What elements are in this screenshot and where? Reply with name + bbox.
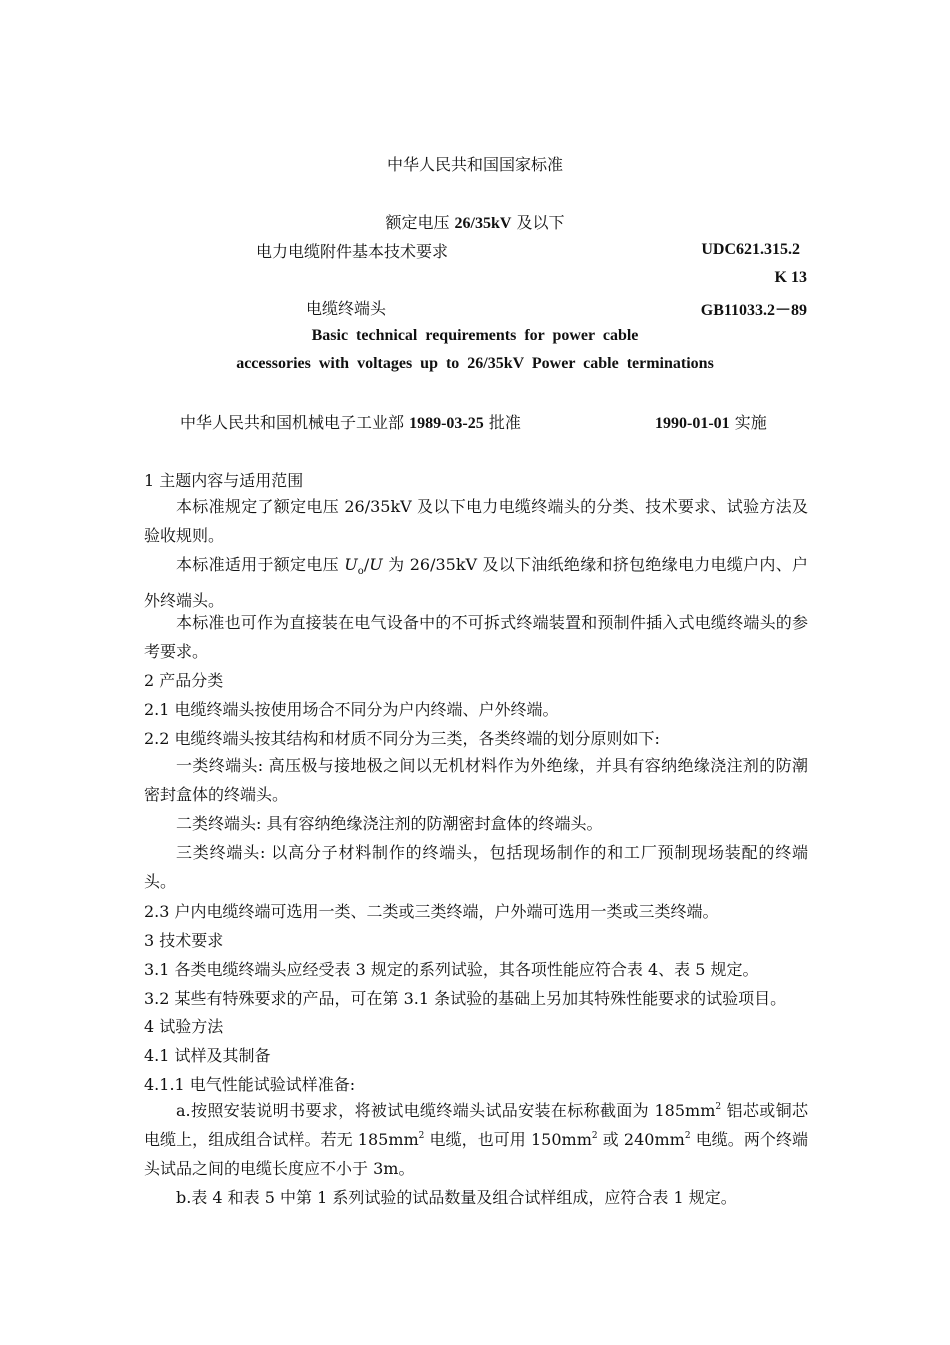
title-line-2: 电力电缆附件基本技术要求 <box>256 242 449 261</box>
s4-a-sup-2: 2 <box>418 1131 425 1141</box>
s4-a-part-1: a.按照安装说明书要求，将被试电缆终端头试品安装在标称截面为 185mm <box>176 1101 716 1120</box>
clause-2-1: 2.1 电缆终端头按使用场合不同分为户内终端、户外终端。 <box>144 700 559 719</box>
clause-2-2-type-1: 一类终端头: 高压极与接地极之间以无机材料作为外绝缘，并具有容纳绝缘浇注剂的防潮密封盒体的终端头。 <box>144 756 808 804</box>
implementation-date: 1990-01-01 <box>655 415 730 432</box>
s1-p2-b: 为 26/35kV 及以下油纸绝缘和挤包绝缘电力电缆户内、户外终端头。 <box>144 555 808 611</box>
approval-line <box>180 410 521 433</box>
section-4-heading: 4 试验方法 <box>144 1017 224 1036</box>
clause-4-1: 4.1 试样及其制备 <box>144 1046 271 1065</box>
s4-a-part-2: 铝芯或铜芯电缆上，组成组合试样。若无 185mm <box>144 1101 808 1149</box>
approval-suffix: 批准 <box>483 413 521 432</box>
section-1-heading: 1 主题内容与适用范围 <box>144 471 304 490</box>
clause-3-1: 3.1 各类电缆终端头应经受表 3 规定的系列试验，其各项性能应符合表 4、表 5 规定。 <box>144 960 759 979</box>
title-line-1-c: 及以下 <box>511 213 565 232</box>
s4-a-sup-4: 2 <box>684 1131 691 1141</box>
title-line-1-voltage: 26/35kV <box>454 215 512 232</box>
english-title-line-1: Basic technical requirements for power cable <box>311 327 639 344</box>
national-standard-label: 中华人民共和国国家标准 <box>386 155 563 174</box>
approval-date: 1989-03-25 <box>409 415 484 432</box>
english-title-line-2: accessories with voltages up to 26/35kV Power cable terminations <box>236 355 714 372</box>
section-1-paragraph-1: 本标准规定了额定电压 26/35kV 及以下电力电缆终端头的分类、技术要求、试验方法及验收规则。 <box>144 497 808 545</box>
clause-2-2: 2.2 电缆终端头按其结构和材质不同分为三类，各类终端的划分原则如下: <box>144 729 660 748</box>
implementation-line <box>655 410 767 433</box>
s4-a-sup-3: 2 <box>591 1131 598 1141</box>
s1-p2-a: 本标准适用于额定电压 <box>176 555 345 574</box>
s4-a-part-5: 电缆。两个终端头试品之间的电缆长度应不小于 3m。 <box>144 1130 808 1178</box>
clause-4-1-1: 4.1.1 电气性能试验试样准备: <box>144 1075 356 1094</box>
s1-p2-sub: o <box>357 566 364 578</box>
title-line-1-a: 额定电压 <box>385 213 455 232</box>
s1-p2-u: U <box>344 555 358 574</box>
s4-a-sup-1: 2 <box>715 1102 722 1112</box>
clause-4-1-1-b: b.表 4 和表 5 中第 1 系列试验的试品数量及组合试样组成，应符合表 1 规定。 <box>176 1188 737 1207</box>
clause-2-3: 2.3 户内电缆终端可选用一类、二类或三类终端，户外端可选用一类或三类终端。 <box>144 902 719 921</box>
s1-p2-slash: / <box>363 555 370 574</box>
section-3-heading: 3 技术要求 <box>144 931 224 950</box>
clause-4-1-1-a <box>144 1096 808 1183</box>
clause-2-2-type-3: 三类终端头: 以高分子材料制作的终端头，包括现场制作的和工厂预制现场装配的终端头。 <box>144 843 808 891</box>
s4-a-part-4: 或 240mm <box>597 1130 685 1149</box>
title-line-1 <box>0 210 950 233</box>
clause-2-2-type-2: 二类终端头: 具有容纳绝缘浇注剂的防潮密封盒体的终端头。 <box>176 814 603 833</box>
udc-number: UDC621.315.2 <box>701 241 800 258</box>
approval-org: 中华人民共和国机械电子工业部 <box>180 413 410 432</box>
section-1-paragraph-3: 本标准也可作为直接装在电气设备中的不可拆式终端装置和预制件插入式电缆终端头的参考要求。 <box>144 613 808 661</box>
implementation-suffix: 实施 <box>729 413 767 432</box>
s4-a-part-3: 电缆，也可用 150mm <box>424 1130 592 1149</box>
section-2-heading: 2 产品分类 <box>144 671 224 690</box>
section-1-paragraph-2 <box>144 550 808 615</box>
title-line-3: 电缆终端头 <box>306 299 387 318</box>
classification-code: K 13 <box>774 269 807 286</box>
s1-p2-u2: U <box>369 555 383 574</box>
clause-3-2: 3.2 某些有特殊要求的产品，可在第 3.1 条试验的基础上另加其特殊性能要求的试验项目。 <box>144 989 787 1008</box>
gb-number: GB11033.2－89 <box>700 302 807 319</box>
